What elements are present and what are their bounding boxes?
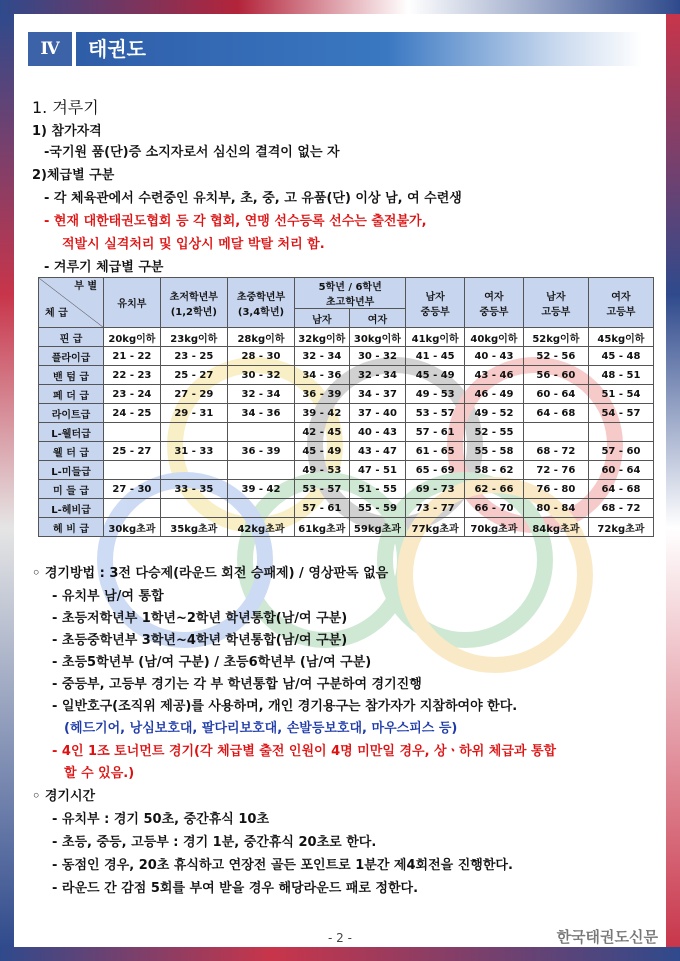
weight-cell: 48 - 51 xyxy=(588,366,653,385)
match-time-item: - 초등, 중등, 고등부 : 경기 1분, 중간휴식 20초로 한다. xyxy=(52,835,377,850)
weight-cell: 25 - 27 xyxy=(160,366,227,385)
weight-cell xyxy=(523,423,588,442)
table-row xyxy=(39,461,654,480)
weight-cell: 33 - 35 xyxy=(160,480,227,499)
weight-cell xyxy=(104,499,161,518)
weight-cell: 76 - 80 xyxy=(523,480,588,499)
section-number: Ⅳ xyxy=(28,32,72,66)
weight-cell xyxy=(104,423,161,442)
tournament-rule-1: - 4인 1조 토너먼트 경기(각 체급별 출전 인원이 4명 미만일 경우, 상ㆍ하위 체급과 통합 xyxy=(52,744,557,759)
match-method-heading: ◦ 경기방법 : 3전 다승제(라운드 회전 승패제) / 영상판독 없음 xyxy=(32,566,389,581)
weight-cell: 64 - 68 xyxy=(523,404,588,423)
weight-cell: 23kg이하 xyxy=(160,328,227,347)
table-row xyxy=(39,404,654,423)
table-row xyxy=(39,518,654,537)
weight-cell: 39 - 42 xyxy=(227,480,294,499)
header-elem-high: 5학년 / 6학년 초고학년부 xyxy=(295,278,406,309)
weight-class-name: 미 들 급 xyxy=(39,480,104,499)
weight-cell: 24 - 25 xyxy=(104,404,161,423)
weight-cell xyxy=(160,499,227,518)
weight-cell xyxy=(104,461,161,480)
page-number: - 2 - xyxy=(328,931,352,945)
header-elem-low: 초저학년부 (1,2학년) xyxy=(160,278,227,328)
weight-cell: 61kg초과 xyxy=(295,518,350,537)
section-title-bar xyxy=(76,32,642,66)
weight-cell: 52kg이하 xyxy=(523,328,588,347)
weight-cell: 40 - 43 xyxy=(465,347,524,366)
match-method-item: - 초등5학년부 (남/여 구분) / 초등6학년부 (남/여 구분) xyxy=(52,655,372,670)
weight-cell: 77kg초과 xyxy=(406,518,465,537)
weight-cell: 53 - 57 xyxy=(406,404,465,423)
weight-cell: 39 - 42 xyxy=(295,404,350,423)
weight-cell: 54 - 57 xyxy=(588,404,653,423)
weight-cell: 32 - 34 xyxy=(349,366,406,385)
weight-class-name: L-헤비급 xyxy=(39,499,104,518)
table-row xyxy=(39,385,654,404)
weight-cell: 84kg초과 xyxy=(523,518,588,537)
weight-cell: 58 - 62 xyxy=(465,461,524,480)
weight-cell: 57 - 61 xyxy=(295,499,350,518)
header-kindergarten: 유치부 xyxy=(104,278,161,328)
weight-cell xyxy=(160,423,227,442)
weight-cell: 28kg이하 xyxy=(227,328,294,347)
match-method-item: - 초등저학년부 1학년~2학년 학년통합(남/여 구분) xyxy=(52,611,348,626)
weight-cell: 72 - 76 xyxy=(523,461,588,480)
weight-cell: 32kg이하 xyxy=(295,328,350,347)
match-method-item: - 일반호구(조직위 제공)를 사용하며, 개인 경기용구는 참가자가 지참하여야 한다. xyxy=(52,699,518,714)
weight-cell: 30 - 32 xyxy=(227,366,294,385)
weight-class-table xyxy=(38,277,654,537)
weight-cell: 49 - 53 xyxy=(295,461,350,480)
weight-cell: 42kg초과 xyxy=(227,518,294,537)
header-high-female: 여자 고등부 xyxy=(588,278,653,328)
weight-cell: 41 - 45 xyxy=(406,347,465,366)
eligibility-text: -국기원 품(단)증 소지자로서 심신의 결격이 없는 자 xyxy=(44,145,340,160)
header-elem-mid: 초중학년부 (3,4학년) xyxy=(227,278,294,328)
weight-cell: 51 - 54 xyxy=(588,385,653,404)
match-time-item: - 유치부 : 경기 50초, 중간휴식 10초 xyxy=(52,812,270,827)
protective-gear-list: (헤드기어, 낭심보호대, 팔다리보호대, 손발등보호대, 마우스피스 등) xyxy=(64,721,458,736)
weight-cell: 45 - 48 xyxy=(588,347,653,366)
weight-cell: 60 - 64 xyxy=(588,461,653,480)
weight-cell: 52 - 55 xyxy=(465,423,524,442)
weight-cell: 23 - 24 xyxy=(104,385,161,404)
table-row xyxy=(39,480,654,499)
weight-cell: 45kg이하 xyxy=(588,328,653,347)
weight-cell xyxy=(227,423,294,442)
weight-cell: 47 - 51 xyxy=(349,461,406,480)
match-method-item: - 중등부, 고등부 경기는 각 부 학년통합 남/여 구분하여 경기진행 xyxy=(52,677,422,692)
weight-class-name: 웰 터 급 xyxy=(39,442,104,461)
weight-cell: 27 - 29 xyxy=(160,385,227,404)
table-row xyxy=(39,366,654,385)
weight-class-name: L-웰터급 xyxy=(39,423,104,442)
section-title: 태권도 xyxy=(88,37,146,61)
weight-cell: 41kg이하 xyxy=(406,328,465,347)
weight-cell: 43 - 46 xyxy=(465,366,524,385)
weight-cell: 55 - 59 xyxy=(349,499,406,518)
weight-cell: 36 - 39 xyxy=(227,442,294,461)
publisher-watermark: 한국태권도신문 xyxy=(556,928,658,946)
weight-division-line1: - 각 체육관에서 수련중인 유치부, 초, 중, 고 유품(단) 이상 남, 여 수련생 xyxy=(44,191,462,206)
weight-cell: 62 - 66 xyxy=(465,480,524,499)
weight-cell: 69 - 73 xyxy=(406,480,465,499)
table-row xyxy=(39,423,654,442)
weight-cell: 25 - 27 xyxy=(104,442,161,461)
weight-class-name: L-미들급 xyxy=(39,461,104,480)
weight-cell: 28 - 30 xyxy=(227,347,294,366)
corner-division: 부 별 xyxy=(74,280,98,292)
match-method-item: - 초등중학년부 3학년~4학년 학년통합(남/여 구분) xyxy=(52,633,348,648)
weight-cell: 53 - 57 xyxy=(295,480,350,499)
weight-cell xyxy=(227,461,294,480)
weight-cell: 70kg초과 xyxy=(465,518,524,537)
weight-cell: 35kg초과 xyxy=(160,518,227,537)
weight-class-name: 밴 텀 급 xyxy=(39,366,104,385)
match-method-item: - 유치부 남/여 통합 xyxy=(52,589,164,604)
table-row xyxy=(39,328,654,347)
corner-class: 체 급 xyxy=(45,307,68,319)
section-header xyxy=(28,32,642,66)
header-elem-high-female: 여자 xyxy=(349,309,406,328)
weight-cell: 49 - 53 xyxy=(406,385,465,404)
weight-division-warning-1: - 현재 대한태권도협회 등 각 협회, 연맹 선수등록 선수는 출전불가, xyxy=(44,214,427,229)
weight-cell: 40kg이하 xyxy=(465,328,524,347)
weight-cell: 59kg초과 xyxy=(349,518,406,537)
weight-cell: 68 - 72 xyxy=(523,442,588,461)
weight-cell: 46 - 49 xyxy=(465,385,524,404)
weight-cell: 80 - 84 xyxy=(523,499,588,518)
weight-cell: 43 - 47 xyxy=(349,442,406,461)
table-row xyxy=(39,442,654,461)
weight-cell: 55 - 58 xyxy=(465,442,524,461)
weight-cell: 23 - 25 xyxy=(160,347,227,366)
weight-cell: 45 - 49 xyxy=(295,442,350,461)
header-mid-female: 여자 중등부 xyxy=(465,278,524,328)
tournament-rule-2: 할 수 있음.) xyxy=(64,766,135,781)
weight-cell: 30kg초과 xyxy=(104,518,161,537)
match-time-item: - 동점인 경우, 20초 휴식하고 연장전 골든 포인트로 1분간 제4회전을 진행한다. xyxy=(52,858,513,873)
weight-cell: 36 - 39 xyxy=(295,385,350,404)
weight-cell xyxy=(160,461,227,480)
header-high-male: 남자 고등부 xyxy=(523,278,588,328)
weight-cell: 40 - 43 xyxy=(349,423,406,442)
weight-cell: 65 - 69 xyxy=(406,461,465,480)
eligibility-heading: 1) 참가자격 xyxy=(32,124,102,139)
table-row xyxy=(39,499,654,518)
table-corner-header xyxy=(39,278,104,328)
weight-cell: 52 - 56 xyxy=(523,347,588,366)
weight-class-name: 라이트급 xyxy=(39,404,104,423)
weight-cell: 21 - 22 xyxy=(104,347,161,366)
weight-cell: 34 - 36 xyxy=(227,404,294,423)
match-time-heading: ◦ 경기시간 xyxy=(32,789,96,804)
weight-cell: 30 - 32 xyxy=(349,347,406,366)
weight-class-name: 페 더 급 xyxy=(39,385,104,404)
weight-cell: 20kg이하 xyxy=(104,328,161,347)
weight-cell: 56 - 60 xyxy=(523,366,588,385)
subsection-title: 1. 겨루기 xyxy=(32,98,99,117)
weight-class-name: 헤 비 급 xyxy=(39,518,104,537)
weight-cell: 49 - 52 xyxy=(465,404,524,423)
left-border xyxy=(0,14,14,949)
weight-cell: 32 - 34 xyxy=(227,385,294,404)
match-time-item: - 라운드 간 감점 5회를 부여 받을 경우 해당라운드 패로 정한다. xyxy=(52,881,419,896)
weight-cell: 73 - 77 xyxy=(406,499,465,518)
weight-cell: 30kg이하 xyxy=(349,328,406,347)
weight-cell: 64 - 68 xyxy=(588,480,653,499)
weight-cell: 60 - 64 xyxy=(523,385,588,404)
top-border xyxy=(0,0,680,14)
weight-cell: 45 - 49 xyxy=(406,366,465,385)
weight-cell: 22 - 23 xyxy=(104,366,161,385)
weight-class-name: 핀 급 xyxy=(39,328,104,347)
weight-cell: 42 - 45 xyxy=(295,423,350,442)
header-elem-high-male: 남자 xyxy=(295,309,350,328)
right-border xyxy=(666,14,680,949)
bottom-border xyxy=(0,947,680,961)
weight-cell: 57 - 61 xyxy=(406,423,465,442)
weight-cell: 72kg초과 xyxy=(588,518,653,537)
weight-cell: 32 - 34 xyxy=(295,347,350,366)
weight-cell: 68 - 72 xyxy=(588,499,653,518)
weight-cell: 34 - 36 xyxy=(295,366,350,385)
weight-cell: 57 - 60 xyxy=(588,442,653,461)
weight-cell xyxy=(227,499,294,518)
weight-cell: 51 - 55 xyxy=(349,480,406,499)
weight-cell: 37 - 40 xyxy=(349,404,406,423)
weight-cell: 29 - 31 xyxy=(160,404,227,423)
weight-division-heading: 2)체급별 구분 xyxy=(32,168,115,183)
weight-cell xyxy=(588,423,653,442)
header-mid-male: 남자 중등부 xyxy=(406,278,465,328)
weight-division-warning-2: 적발시 실격처리 및 입상시 메달 박탈 처리 함. xyxy=(62,237,325,252)
weight-cell: 61 - 65 xyxy=(406,442,465,461)
weight-cell: 34 - 37 xyxy=(349,385,406,404)
weight-division-table-caption: - 겨루기 체급별 구분 xyxy=(44,260,164,275)
weight-class-name: 플라이급 xyxy=(39,347,104,366)
weight-cell: 31 - 33 xyxy=(160,442,227,461)
weight-cell: 27 - 30 xyxy=(104,480,161,499)
table-row xyxy=(39,347,654,366)
weight-cell: 66 - 70 xyxy=(465,499,524,518)
